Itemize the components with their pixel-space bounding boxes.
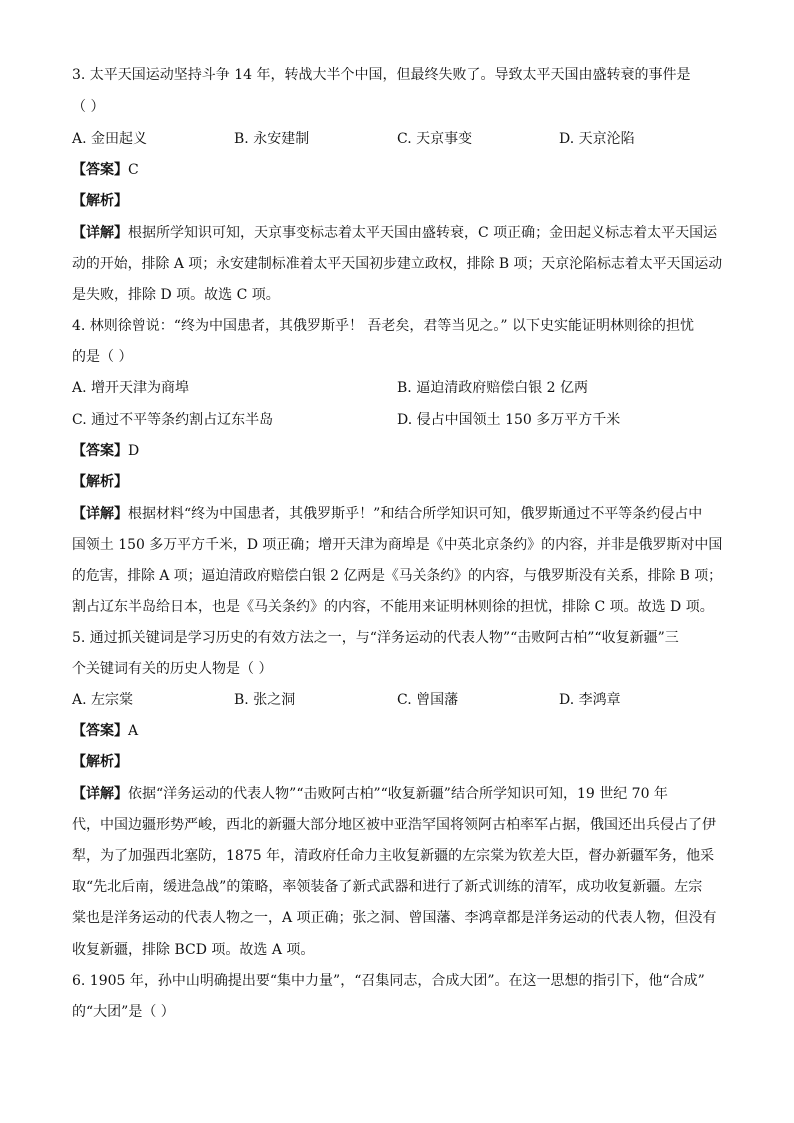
- q4-detail-line2: 国领土 150 多万平方千米，D 项正确；增开天津为商埠是《中英北京条约》的内容，并非是俄罗斯对中国: [72, 537, 723, 553]
- q3-option-d: D. 天京沦陷: [559, 131, 635, 147]
- q5-option-a: A. 左宗棠: [72, 692, 134, 708]
- analysis-tag: 【解析】: [72, 754, 128, 770]
- q3-detail-line2: 动的开始，排除 A 项；永安建制标准着太平天国初步建立政权，排除 B 项；天京沦陷标志着太平天国运动: [72, 256, 723, 272]
- detail-tag: 【详解】: [72, 225, 128, 241]
- detail-tag: 【详解】: [72, 786, 128, 802]
- answer-value: D: [128, 443, 140, 459]
- detail-text: 根据材料“终为中国患者，其俄罗斯乎！”和结合所学知识可知，俄罗斯通过不平等条约侵占中: [128, 506, 703, 522]
- detail-text: 依据“洋务运动的代表人物”“击败阿古柏”“收复新疆”结合所学知识可知，19 世纪 70 年: [128, 786, 668, 802]
- q4-option-d: D. 侵占中国领土 150 多万平方千米: [397, 412, 621, 428]
- q5-analysis-tag: [72, 752, 722, 772]
- q3-option-b: B. 永安建制: [234, 131, 310, 147]
- q5-detail-line2: 代，中国边疆形势严峻，西北的新疆大部分地区被中亚浩罕国将领阿古柏率军占据，俄国还出兵侵占了伊: [72, 817, 716, 833]
- q5-detail-line4: 取“先北后南，缓进急战”的策略，率领装备了新式武器和进行了新式训练的清军，成功收复新疆。左宗: [72, 879, 703, 895]
- q3-detail-line1: [72, 223, 722, 243]
- q4-stem-line1: 4. 林则徐曾说：“终为中国患者，其俄罗斯乎！ 吾老矣，君等当见之。” 以下史实能证明林则徐的担忧: [72, 318, 695, 334]
- q5-stem-line2: 个关键词有关的历史人物是（ ）: [72, 661, 273, 677]
- q3-detail-line3: 是失败，排除 D 项。故选 C 项。: [72, 287, 280, 303]
- q4-option-c: C. 通过不平等条约割占辽东半岛: [72, 412, 274, 428]
- analysis-tag: 【解析】: [72, 193, 128, 209]
- q4-option-a: A. 增开天津为商埠: [72, 380, 190, 396]
- detail-text: 根据所学知识可知，天京事变标志着太平天国由盛转衰，C 项正确；金田起义标志着太平天国运: [128, 225, 718, 241]
- q5-option-b: B. 张之洞: [234, 692, 296, 708]
- q4-analysis-tag: [72, 472, 722, 492]
- analysis-tag: 【解析】: [72, 474, 128, 490]
- answer-value: A: [128, 723, 139, 739]
- answer-tag: 【答案】: [72, 723, 128, 739]
- q3-answer: [72, 160, 722, 180]
- answer-value: C: [128, 162, 139, 178]
- q3-stem-line1: 3. 太平天国运动坚持斗争 14 年，转战大半个中国，但最终失败了。导致太平天国由盛转衰的事件是: [72, 67, 691, 83]
- answer-tag: 【答案】: [72, 162, 128, 178]
- q5-stem-line1: 5. 通过抓关键词是学习历史的有效方法之一，与“洋务运动的代表人物”“击败阿古柏”“收复新疆”三: [72, 630, 679, 646]
- q4-stem-line2: 的是（ ）: [72, 349, 133, 365]
- q4-detail-line4: 割占辽东半岛给日本，也是《马关条约》的内容，不能用来证明林则徐的担忧，排除 C 项。故选 D 项。: [72, 599, 714, 615]
- q4-detail-line1: [72, 504, 722, 524]
- q5-option-c: C. 曾国藩: [397, 692, 459, 708]
- q5-detail-line5: 棠也是洋务运动的代表人物之一，A 项正确；张之洞、曾国藩、李鸿章都是洋务运动的代表人物，但没有: [72, 910, 717, 926]
- q5-option-d: D. 李鸿章: [559, 692, 621, 708]
- q5-detail-line6: 收复新疆，排除 BCD 项。故选 A 项。: [72, 942, 315, 958]
- answer-tag: 【答案】: [72, 443, 128, 459]
- q3-analysis-tag: [72, 191, 722, 211]
- q5-answer: [72, 721, 722, 741]
- q4-answer: [72, 441, 722, 461]
- q5-detail-line1: [72, 784, 722, 804]
- q3-option-a: A. 金田起义: [72, 131, 148, 147]
- q3-option-c: C. 天京事变: [397, 131, 473, 147]
- detail-tag: 【详解】: [72, 506, 128, 522]
- q3-stem-line2: （ ）: [72, 99, 105, 115]
- q6-stem-line2: 的“大团”是（ ）: [72, 1004, 175, 1020]
- q5-detail-line3: 犁，为了加强西北塞防，1875 年，清政府任命力主收复新疆的左宗棠为钦差大臣，督办新疆军务，他采: [72, 848, 715, 864]
- q4-option-b: B. 逼迫清政府赔偿白银 2 亿两: [397, 380, 588, 396]
- q4-detail-line3: 的危害，排除 A 项；逼迫清政府赔偿白银 2 亿两是《马关条约》的内容，与俄罗斯没有关系，排除 B 项；: [72, 568, 723, 584]
- q6-stem-line1: 6. 1905 年，孙中山明确提出要“集中力量”，“召集同志，合成大团”。在这一思想的指引下，他“合成”: [72, 973, 705, 989]
